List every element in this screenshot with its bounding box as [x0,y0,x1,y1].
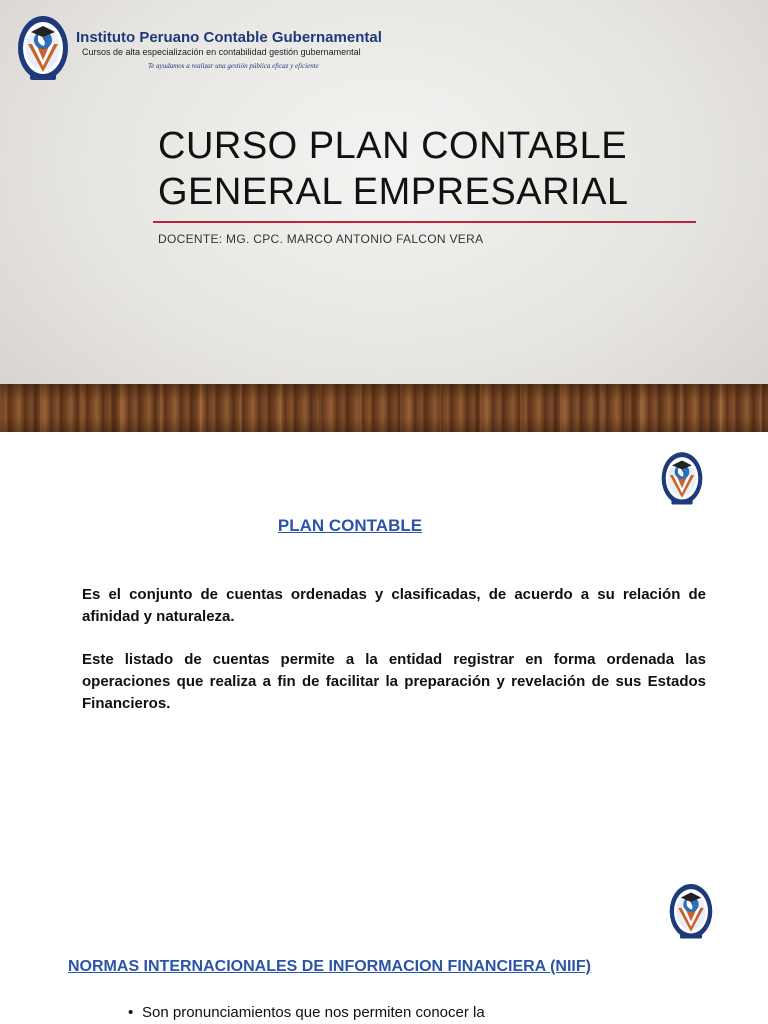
plan-contable-slide [0,432,768,864]
institute-name: Instituto Peruano Contable Gubernamental [76,29,382,46]
section-title-niif: NORMAS INTERNACIONALES DE INFORMACION FINANCIERA (NIIF) [68,958,591,975]
title-divider [153,221,696,223]
section-title-plan-contable: PLAN CONTABLE [277,516,423,535]
wood-floor-decoration [0,384,768,432]
institute-seal-icon [660,450,704,510]
definition-paragraph: Es el conjunto de cuentas ordenadas y clasificadas, de acuerdo a su relación de afinidad y naturaleza. [82,586,706,625]
institute-seal-icon [668,882,714,944]
instructor-line: DOCENTE: MG. CPC. MARCO ANTONIO FALCON VERA [158,232,484,246]
list-item [128,1004,485,1021]
institute-subtitle: Cursos de alta especialización en contabilidad gestión gubernamental [82,47,361,57]
course-title-line1: CURSO PLAN CONTABLE [158,125,628,167]
bullet-icon: • [128,1004,134,1021]
purpose-paragraph: Este listado de cuentas permite a la entidad registrar en forma ordenada las operaciones que realiza a fin de facilitar la preparación y revelación de sus Estados Financieros. [82,651,706,712]
course-title-line2: GENERAL EMPRESARIAL [158,171,629,213]
institute-seal-icon [16,14,70,86]
niif-slide [0,864,768,1024]
title-slide [0,0,768,432]
institute-tagline: Te ayudamos a realizar una gestión pública eficaz y eficiente [148,62,319,70]
bullet-text: Son pronunciamientos que nos permiten conocer la [142,1004,485,1021]
